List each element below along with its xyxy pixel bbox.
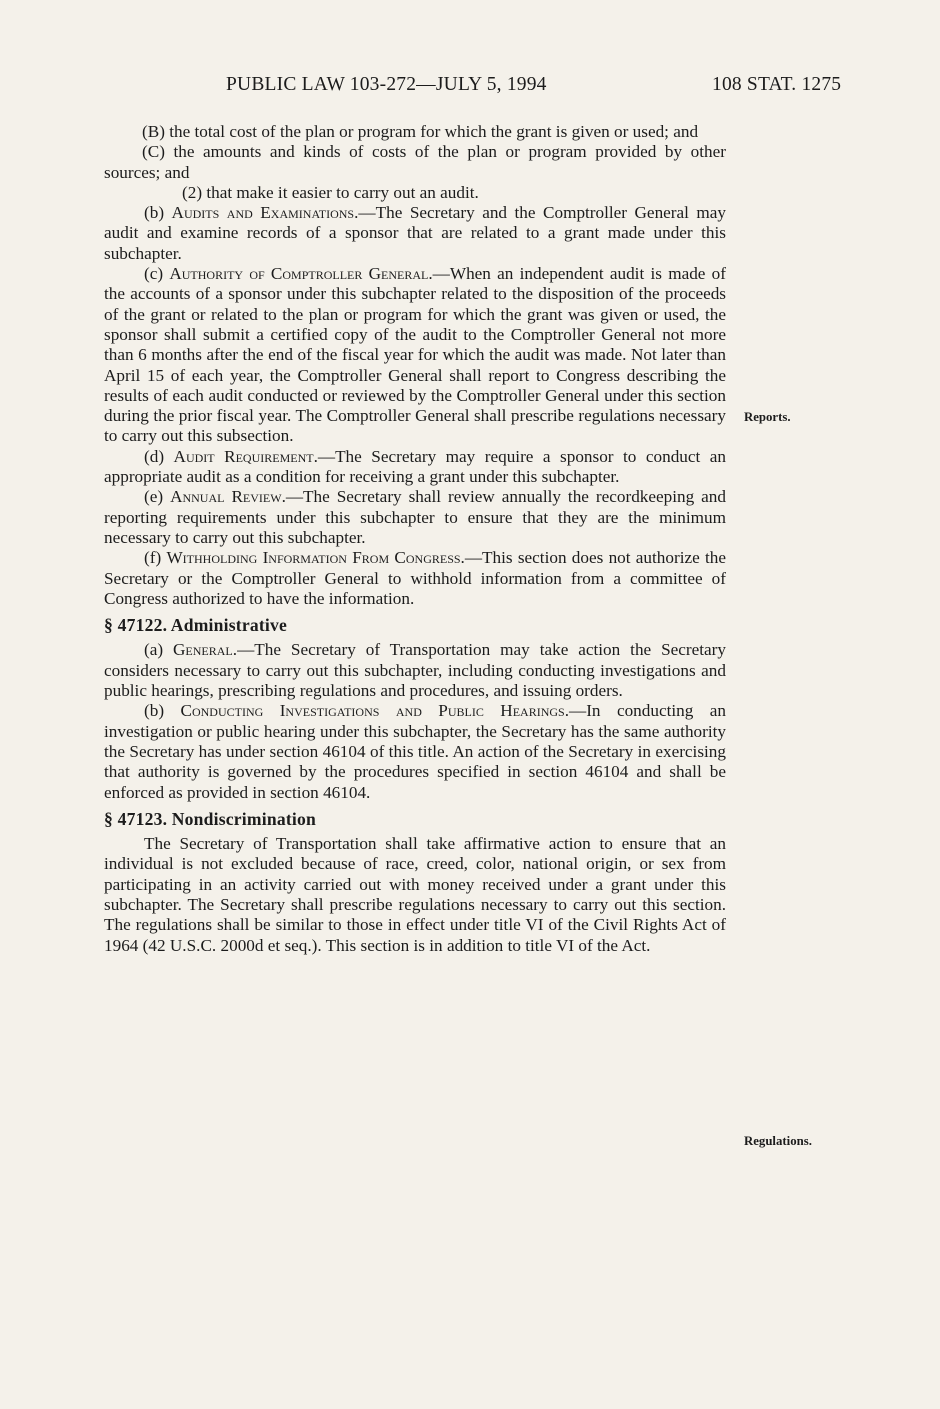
margin-note-reports: Reports. <box>744 410 791 424</box>
subsection-label: (e) <box>144 487 171 507</box>
margin-note-regulations: Regulations. <box>744 1134 812 1148</box>
subsection-heading: Audits and Examinations <box>171 203 355 223</box>
subsection-label: (b) <box>144 203 172 223</box>
subsection-text: .—The Secretary shall review annually the recordkeeping and reporting requirements under this subchapter to ensure that they are the minimum necessary to carry out this subchapter. <box>104 487 726 547</box>
paragraph-c-amounts: (C) the amounts and kinds of costs of the plan or program provided by other sources; and <box>104 142 726 182</box>
section-47123-text: The Secretary of Transportation shall take affirmative action to ensure that an individual is not excluded because of race, creed, color, national origin, or sex from participating in an activity carried out with money received under a grant under this subchapter. The Secretary shall prescribe regulations necessary to carry out this section. The regulations shall be similar to those in effect under title VI of the Civil Rights Act of 1964 (42 U.S.C. 2000d et seq.). This section is in addition to title VI of the Act. <box>104 834 726 955</box>
subsection-heading: Authority of Comptroller General <box>169 264 429 284</box>
subsection-label: (f) <box>144 548 167 568</box>
subsection-label: (a) <box>144 640 174 660</box>
page-header <box>0 74 940 100</box>
subsection-d-audit-requirement <box>104 447 726 488</box>
subsection-text: .—In conducting an investigation or public hearing under this subchapter, the Secretary has the same authority the Secretary has under section 46104 of this title. An action of the Secretary in exercising that authority is governed by the procedures specified in section 46104 and shall be enforced as provided in section 46104. <box>104 701 726 802</box>
subsection-heading: Withholding Information From Congress <box>166 548 461 568</box>
paragraph-2-audit: (2) that make it easier to carry out an audit. <box>182 182 479 202</box>
subsection-heading: Audit Requirement <box>173 446 314 466</box>
subsection-b-audits <box>104 203 726 264</box>
section-47122-subsection-a <box>104 640 726 701</box>
subsection-text: .—The Secretary of Transportation may take action the Secretary considers necessary to carry out this subchapter, including conducting investigations and public hearings, prescribing regulations and procedures, and issuing orders. <box>104 640 726 701</box>
subsection-e-annual-review <box>104 487 726 548</box>
section-47122-subsection-b <box>104 701 726 802</box>
subsection-text: .—When an independent audit is made of the accounts of a sponsor under this subchapter related to the disposition of the proceeds of the grant or related to the plan or program for which the grant was given or used, the sponsor shall submit a certified copy of the audit to the Comptroller General not more than 6 months after the end of the fiscal year for which the audit was made. Not later than April 15 of each year, the Comptroller General shall report to Congress describing the results of each audit conducted or reviewed by the Comptroller General under this section during the prior fiscal year. The Comptroller General shall prescribe regulations necessary to carry out this subsection. <box>104 264 726 446</box>
section-47123-heading: § 47123. Nondiscrimination <box>104 808 316 829</box>
document-body <box>104 122 726 956</box>
subsection-text: .—The Secretary may require a sponsor to conduct an appropriate audit as a condition for receiving a grant under this subchapter. <box>104 446 726 487</box>
section-47122-heading: § 47122. Administrative <box>104 615 287 636</box>
subsection-text: .—This section does not authorize the Secretary or the Comptroller General to withhold information from a committee of Congress authorized to have the information. <box>104 548 726 608</box>
subsection-label: (d) <box>144 446 174 466</box>
law-title: PUBLIC LAW 103-272—JULY 5, 1994 <box>226 74 547 95</box>
subsection-c-authority <box>104 264 726 447</box>
subsection-heading: General <box>173 640 233 660</box>
subsection-label: (c) <box>144 264 170 284</box>
subsection-heading: Conducting Investigations and Public Hearings <box>180 701 565 721</box>
subsection-f-withholding <box>104 548 726 609</box>
subsection-text: .—The Secretary and the Comptroller General may audit and examine records of a sponsor that are related to a grant made under this subchapter. <box>104 203 727 263</box>
subsection-heading: Annual Review <box>170 487 282 507</box>
paragraph-b-total-cost: (B) the total cost of the plan or program for which the grant is given or used; and <box>142 122 699 141</box>
statute-page-number: 108 STAT. 1275 <box>712 74 842 95</box>
subsection-label: (b) <box>144 701 181 721</box>
